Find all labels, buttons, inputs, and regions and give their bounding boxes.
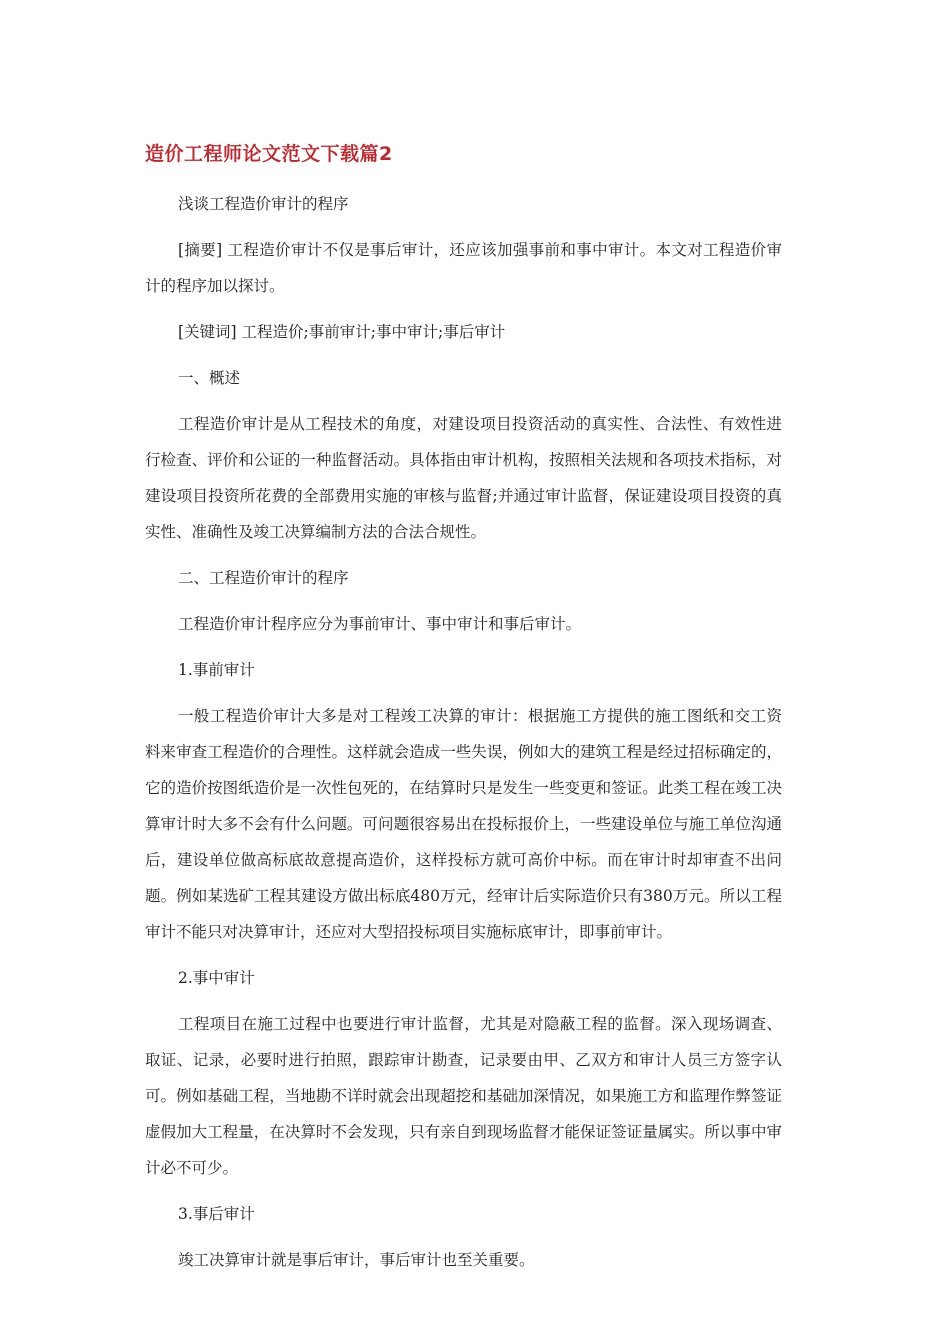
subheading-mid-audit: 2.事中审计 [178,969,255,987]
article-title: 浅谈工程造价审计的程序 [178,195,349,213]
overview-paragraph: 工程造价审计是从工程技术的角度，对建设项目投资活动的真实性、合法性、有效性进行检查、评价和公证的一种监督活动。具体指由审计机构，按照相关法规和各项技术指标，对建设项目投资所花费的全部费用实施的审核与监督;并通过审计监督，保证建设项目投资的真实性、准确性及竣工决算编制方法的合法合规性。 [145,415,782,541]
document-title: 造价工程师论文范文下载篇2 [145,143,393,165]
pre-audit-paragraph: 一般工程造价审计大多是对工程竣工决算的审计：根据施工方提供的施工图纸和交工资料来审查工程造价的合理性。这样就会造成一些失误，例如大的建筑工程是经过招标确定的，它的造价按图纸造价是一次性包死的，在结算时只是发生一些变更和签证。此类工程在竣工决算审计时大多不会有什么问题。可问题很容易出在投标报价上，一些建设单位与施工单位沟通后，建设单位做高标底故意提高造价，这样投标方就可高价中标。而在审计时却审查不出问题。例如某选矿工程其建设方做出标底480万元，经审计后实际造价只有380万元。所以工程审计不能只对决算审计，还应对大型招投标项目实施标底审计，即事前审计。 [145,707,782,941]
procedure-intro-paragraph: 工程造价审计程序应分为事前审计、事中审计和事后审计。 [178,615,582,633]
section-heading-overview: 一、概述 [178,369,241,387]
section-heading-procedure: 二、工程造价审计的程序 [178,569,349,587]
mid-audit-paragraph: 工程项目在施工过程中也要进行审计监督，尤其是对隐蔽工程的监督。深入现场调查、取证、记录，必要时进行拍照，跟踪审计勘查，记录要由甲、乙双方和审计人员三方签字认可。例如基础工程，当地勘不详时就会出现超挖和基础加深情况，如果施工方和监理作弊签证虚假加大工程量，在决算时不会发现，只有亲自到现场监督才能保证签证量属实。所以事中审计必不可少。 [145,1015,782,1177]
document-body [145,140,782,1278]
post-audit-paragraph: 竣工决算审计就是事后审计，事后审计也至关重要。 [178,1251,535,1269]
subheading-post-audit: 3.事后审计 [178,1205,255,1223]
keywords-paragraph: [关键词] 工程造价;事前审计;事中审计;事后审计 [178,323,506,341]
abstract-paragraph: [摘要] 工程造价审计不仅是事后审计，还应该加强事前和事中审计。本文对工程造价审计的程序加以探讨。 [145,241,782,295]
subheading-pre-audit: 1.事前审计 [178,661,255,679]
